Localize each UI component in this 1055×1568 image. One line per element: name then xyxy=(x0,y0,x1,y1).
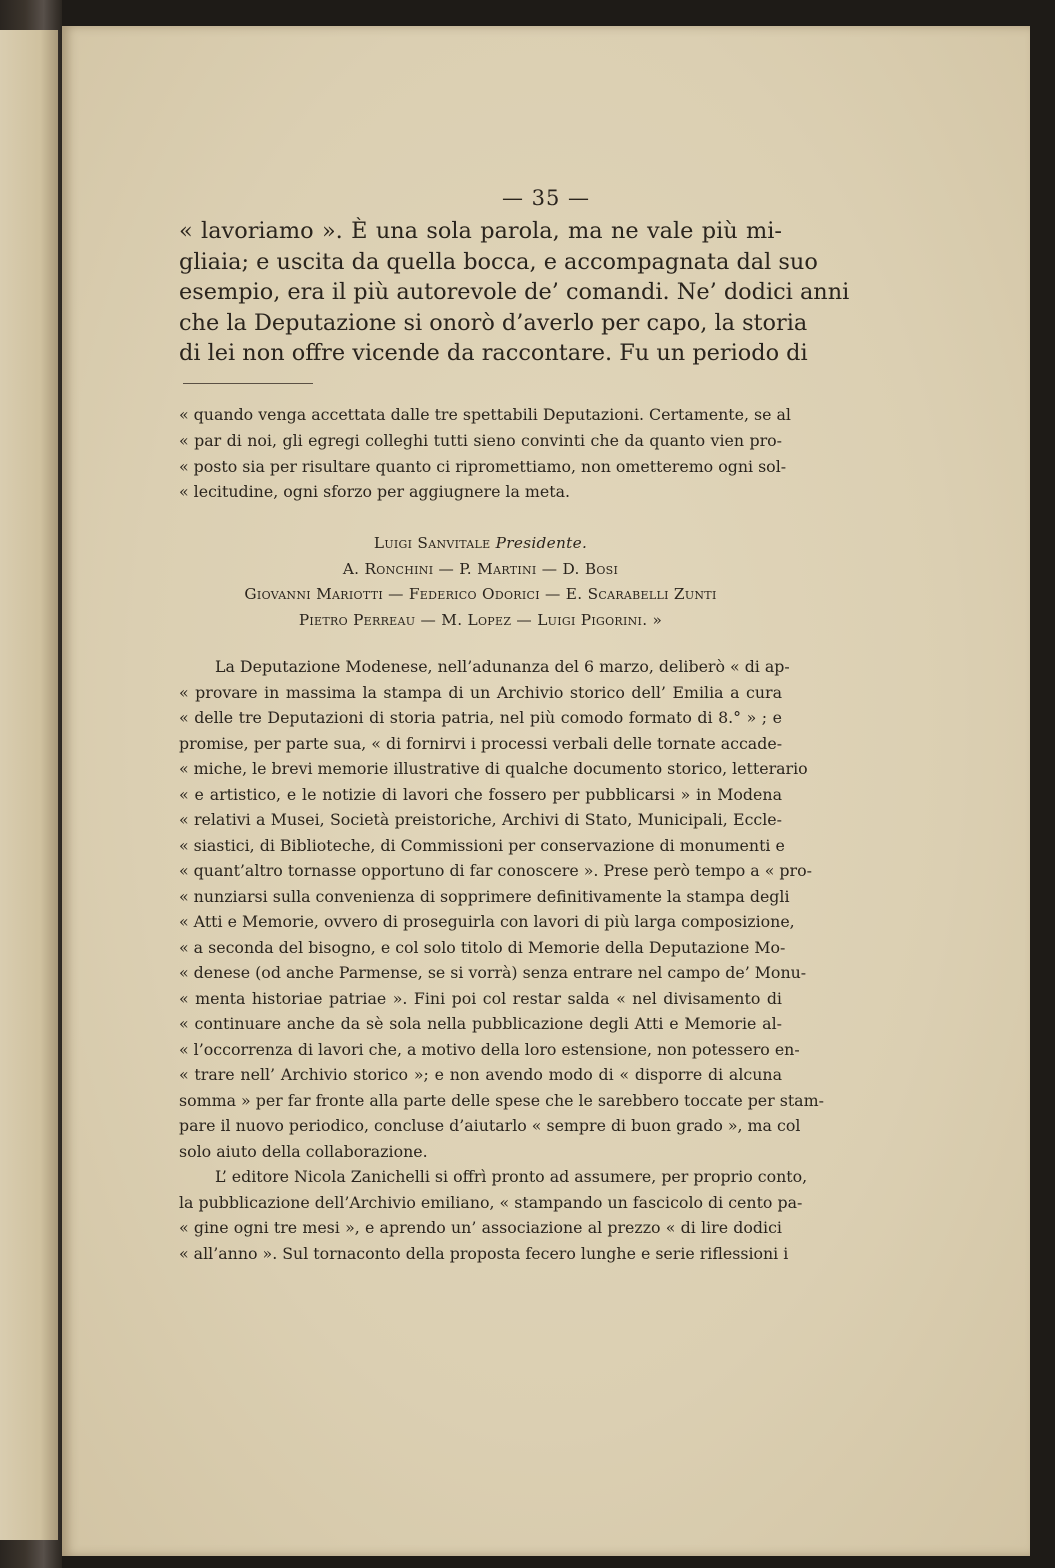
signatory-title: Presidente. xyxy=(495,534,588,552)
text-line: « e artistico, e le notizie di lavori che fossero per pubblicarsi » in Modena xyxy=(179,784,782,804)
main-paragraphs xyxy=(179,654,824,1266)
main-text-continuation xyxy=(179,216,850,369)
footnote-line: « quando venga accettata dalle tre spettabili Deputazioni. Certamente, se al xyxy=(179,405,791,424)
text-line: La Deputazione Modenese, nell’adunanza del 6 marzo, deliberò « di ap- xyxy=(215,657,790,676)
text-line: di lei non offre vicende da raccontare. Fu un periodo di xyxy=(179,340,808,366)
text-line: « lavoriamo ». È una sola parola, ma ne vale più mi- xyxy=(179,218,782,244)
facing-page-edge xyxy=(0,30,58,1540)
signatory-name: Luigi Sanvitale xyxy=(373,534,491,552)
text-line: pare il nuovo periodico, concluse d’aiutarlo « sempre di buon grado », ma col xyxy=(179,1116,801,1135)
footnote-line: « posto sia per risultare quanto ci ripromettiamo, non ometteremo ogni sol- xyxy=(179,456,787,476)
text-line: L’ editore Nicola Zanichelli si offrì pronto ad assumere, per proprio conto, xyxy=(215,1167,808,1186)
text-line: « a seconda del bisogno, e col solo titolo di Memorie della Deputazione Mo- xyxy=(179,937,786,957)
text-line: « quant’altro tornasse opportuno di far conoscere ». Prese però tempo a « pro- xyxy=(179,861,812,880)
signature-line: A. Ronchini — P. Martini — D. Bosi xyxy=(342,559,619,578)
text-line: gliaia; e uscita da quella bocca, e accompagnata dal suo xyxy=(179,248,818,275)
text-line: « continuare anche da sè sola nella pubblicazione degli Atti e Memorie al- xyxy=(179,1014,782,1033)
page-number: — 35 — xyxy=(501,186,591,210)
text-line: « nunziarsi sulla convenienza di sopprimere definitivamente la stampa degli xyxy=(179,886,790,906)
text-line: « trare nell’ Archivio storico »; e non avendo modo di « disporre di alcuna xyxy=(179,1065,782,1084)
text-line: promise, per parte sua, « di fornirvi i processi verbali delle tornate accade- xyxy=(179,733,783,753)
signature-line: Pietro Perreau — M. Lopez — Luigi Pigorini. » xyxy=(298,610,663,629)
text-line: « menta historiae patriae ». Fini poi col restar salda « nel divisamento di xyxy=(179,988,782,1008)
text-line: la pubblicazione dell’Archivio emiliano, « stampando un fascicolo di cento pa- xyxy=(179,1192,803,1212)
text-line: « provare in massima la stampa di un Archivio storico dell’ Emilia a cura xyxy=(179,682,782,702)
text-line: « all’anno ». Sul tornaconto della proposta fecero lunghe e serie riflessioni i xyxy=(179,1243,789,1263)
footnote-quote xyxy=(179,402,791,505)
text-line: « l’occorrenza di lavori che, a motivo della loro estensione, non potessero en- xyxy=(179,1039,800,1059)
footnote-line: « lecitudine, ogni sforzo per aggiugnere la meta. xyxy=(179,482,571,502)
text-line: esempio, era il più autorevole de’ comandi. Ne’ dodici anni xyxy=(179,279,850,305)
footnote-divider xyxy=(183,383,313,384)
text-line: « relativi a Musei, Società preistoriche, Archivi di Stato, Municipali, Eccle- xyxy=(179,810,782,829)
text-line: che la Deputazione si onorò d’averlo per capo, la storia xyxy=(179,309,808,336)
text-line: « delle tre Deputazioni di storia patria, nel più comodo formato di 8.° » ; e xyxy=(179,708,782,727)
book-page xyxy=(62,26,1030,1556)
text-line: « miche, le brevi memorie illustrative di qualche documento storico, letterario xyxy=(179,759,808,778)
text-line: somma » per far fronte alla parte delle spese che le sarebbero toccate per stam- xyxy=(179,1090,824,1110)
text-line: « siastici, di Biblioteche, di Commissioni per conservazione di monumenti e xyxy=(179,835,785,855)
text-line: « denese (od anche Parmense, se si vorrà) senza entrare nel campo de’ Monu- xyxy=(179,963,807,982)
signature-line xyxy=(179,531,782,557)
signature-block xyxy=(179,531,782,633)
text-line: « gine ogni tre mesi », e aprendo un’ associazione al prezzo « di lire dodici xyxy=(179,1218,782,1237)
text-line: « Atti e Memorie, ovvero di proseguirla con lavori di più larga composizione, xyxy=(179,912,795,931)
signature-line: Giovanni Mariotti — Federico Odorici — E. Scarabelli Zunti xyxy=(244,585,717,603)
footnote-line: « par di noi, gli egregi colleghi tutti sieno convinti che da quanto vien pro- xyxy=(179,430,782,450)
text-line: solo aiuto della collaborazione. xyxy=(179,1141,428,1161)
